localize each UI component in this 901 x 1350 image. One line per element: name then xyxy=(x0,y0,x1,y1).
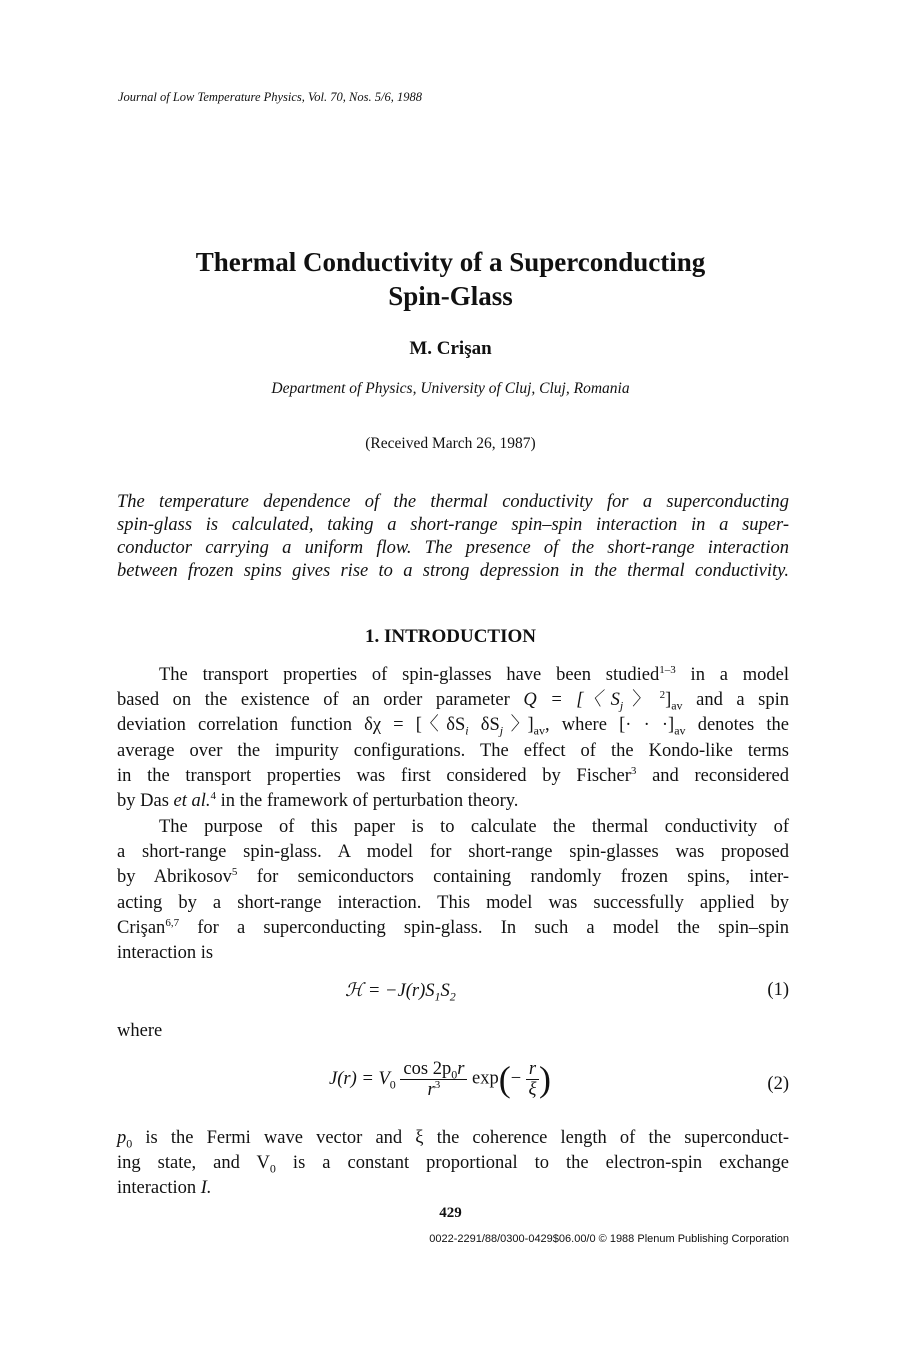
paper-title xyxy=(100,245,801,313)
author: M. Crişan xyxy=(409,338,492,359)
page-number: 429 xyxy=(439,1205,462,1221)
text-line: in the transport properties was first considered by Fischer$^3$ and reconsidered xyxy=(117,764,789,786)
abstract-line: The temperature dependence of the thermal conductivity for a superconducting xyxy=(117,492,789,512)
paragraph-intro-2 xyxy=(117,815,789,966)
text-line: interaction is xyxy=(117,943,214,964)
abstract-line: between frozen spins gives rise to a strong depression in the thermal conductivity. xyxy=(117,561,789,581)
section-heading: 1. INTRODUCTION xyxy=(364,626,537,647)
title-line-2: Spin-Glass xyxy=(388,281,513,311)
equation-2 xyxy=(117,1058,789,1114)
abstract xyxy=(117,491,789,583)
text-line: based on the existence of an order parameter Q = [〈$S_j$〉$^2]_{av}$ and a spin xyxy=(117,689,789,713)
text-line: deviation correlation function δχ = [〈$\delta S_i$ $\delta S_j$〉]$_{av}$, where [· · $\cdot]_{av}$ denotes the xyxy=(117,715,789,739)
fraction-r-xi: $\frac{r}{\xi}$ xyxy=(526,1059,539,1100)
text-line: interaction I. xyxy=(117,1178,212,1199)
copyright-footer: 0022-2291/88/0300-0429$06.00/0 © 1988 Plenum Publishing Corporation xyxy=(429,1233,789,1245)
abstract-line: conductor carrying a uniform flow. The presence of the short-range interaction xyxy=(117,538,789,558)
journal-citation: Journal of Low Temperature Physics, Vol. 70, Nos. 5/6, 1988 xyxy=(118,90,422,104)
paragraph-intro-1 xyxy=(117,663,789,814)
equation-1 xyxy=(117,980,789,1006)
affiliation: Department of Physics, University of Cluj, Cluj, Romania xyxy=(271,380,630,397)
text-line: $p_0$ is the Fermi wave vector and ξ the coherence length of the superconduct- xyxy=(117,1128,789,1151)
text-line: average over the impurity configurations. The effect of the Kondo-like terms xyxy=(117,740,789,761)
text-line: The purpose of this paper is to calculate the thermal conductivity of xyxy=(159,817,789,837)
abstract-line: spin-glass is calculated, taking a short-range spin–spin interaction in a super- xyxy=(117,515,789,535)
equation-1-body: ℋ = $-J(r)S_1S_2$ xyxy=(345,981,456,1004)
text-line: acting by a short-range interaction. This model was successfully applied by xyxy=(117,892,789,913)
text-line: The transport properties of spin-glasses have been studied$^{1-3}$ in a model xyxy=(159,663,790,685)
text-line: a short-range spin-glass. A model for short-range spin-glasses was proposed xyxy=(117,842,789,863)
received-date: (Received March 26, 1987) xyxy=(365,435,536,452)
equation-2-body: $J(r) = V_0$ $\frac{\cos 2p_0r}{r^3}$ exp(− $\frac{r}{\xi}$ ) xyxy=(329,1058,552,1100)
equation-1-number: (1) xyxy=(767,980,789,1000)
text-line: by Das et al.$^4$ in the framework of perturbation theory. xyxy=(117,789,519,812)
equation-2-number: (2) xyxy=(767,1074,789,1094)
title-line-1: Thermal Conductivity of a Superconducting xyxy=(195,247,706,277)
fraction-cos: $\frac{\cos 2p_0r}{r^3}$ xyxy=(400,1059,467,1100)
text-line: Crişan$^{6,7}$ for a superconducting spin-glass. In such a model the spin–spin xyxy=(117,916,789,938)
text-line: by Abrikosov$^5$ for semiconductors containing randomly frozen spins, inter- xyxy=(117,866,789,888)
where-text: where xyxy=(117,1021,163,1041)
paragraph-intro-3 xyxy=(117,1126,789,1202)
text-line: ing state, and $V_0$ is a constant proportional to the electron-spin exchange xyxy=(117,1153,789,1176)
